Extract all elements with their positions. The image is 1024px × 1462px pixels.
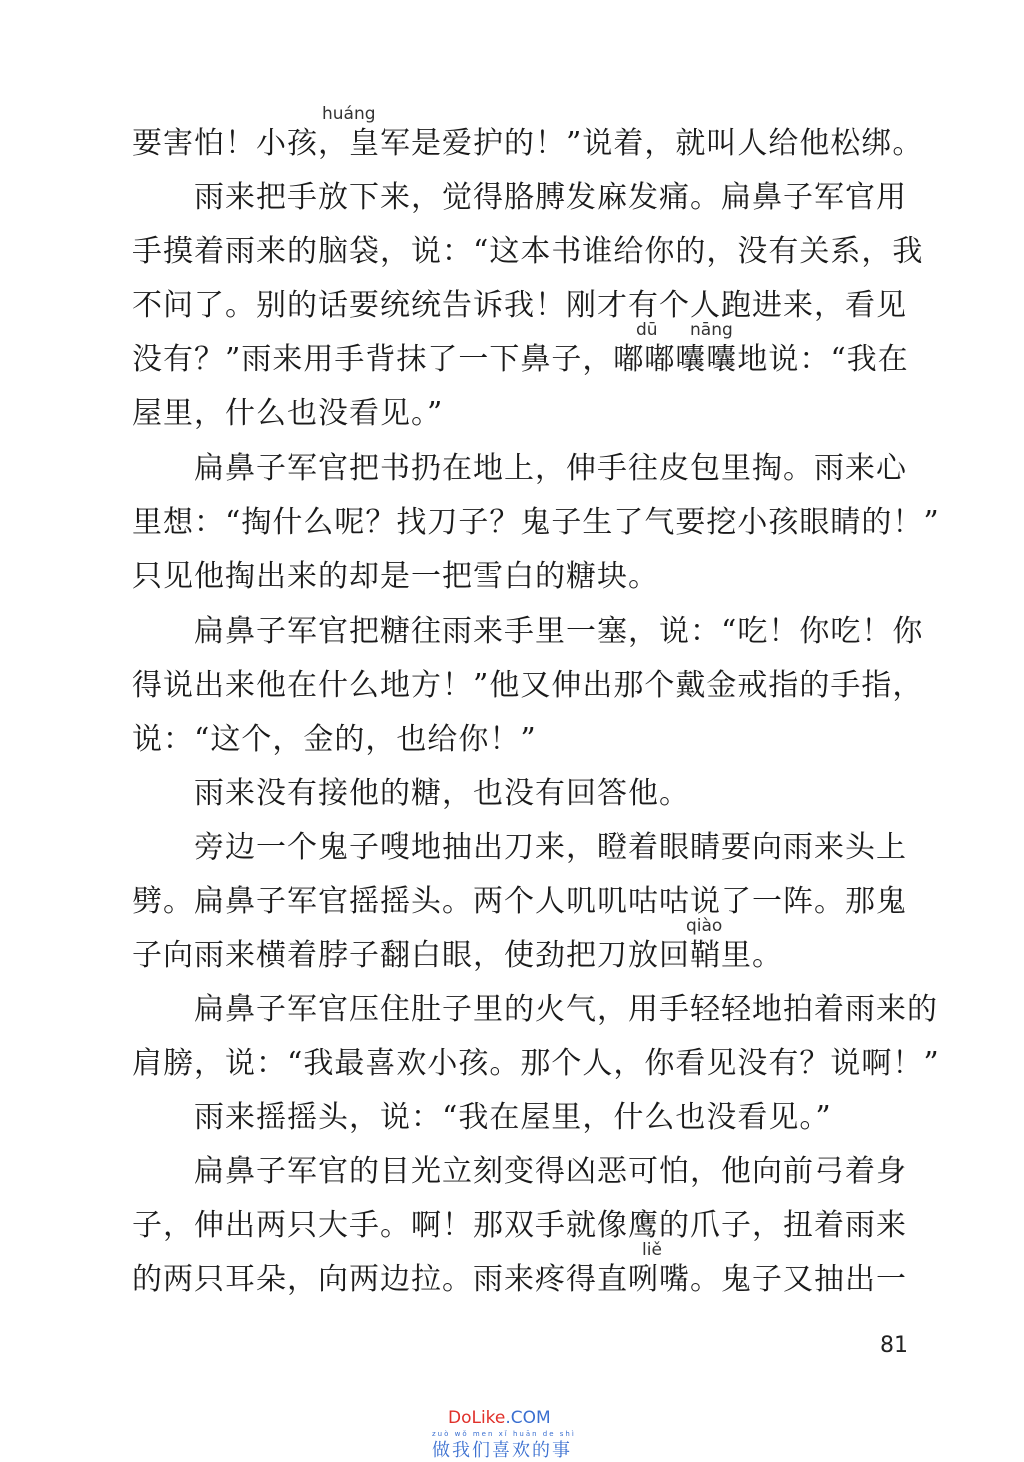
text-line-2: 雨来把手放下来，觉得胳膊发麻发痛。扁鼻子军官用 <box>194 180 907 215</box>
text-line-12: 说：“这个，金的，也给你！” <box>132 722 537 757</box>
pinyin-du: dū <box>636 320 658 340</box>
pinyin-huang: huáng <box>322 104 376 124</box>
text-line-16: 子向雨来横着脖子翻白眼，使劲把刀放回鞘里。 <box>132 938 783 973</box>
text-line-20: 扁鼻子军官的目光立刻变得凶恶可怕，他向前弓着身 <box>194 1154 907 1189</box>
watermark-site-suffix: .COM <box>505 1408 551 1428</box>
text-line-5: 没有？”雨来用手背抹了一下鼻子，嘟嘟囔囔地说：“我在 <box>132 342 909 377</box>
text-line-13: 雨来没有接他的糖，也没有回答他。 <box>194 776 690 811</box>
pinyin-lie: liě <box>642 1240 662 1260</box>
text-line-8: 里想：“掏什么呢？找刀子？鬼子生了气要挖小孩眼睛的！” <box>132 505 940 540</box>
watermark-site <box>448 1408 551 1428</box>
text-line-17: 扁鼻子军官压住肚子里的火气，用手轻轻地拍着雨来的 <box>194 992 938 1027</box>
text-line-1: 要害怕！小孩，皇军是爱护的！”说着，就叫人给他松绑。 <box>132 126 924 161</box>
text-line-15: 劈。扁鼻子军官摇摇头。两个人叽叽咕咕说了一阵。那鬼 <box>132 884 907 919</box>
text-line-6: 屋里，什么也没看见。” <box>132 396 444 431</box>
text-line-19: 雨来摇摇头，说：“我在屋里，什么也没看见。” <box>194 1100 832 1135</box>
text-line-18: 肩膀，说：“我最喜欢小孩。那个人，你看见没有？说啊！” <box>132 1046 940 1081</box>
text-line-11: 得说出来他在什么地方！”他又伸出那个戴金戒指的手指， <box>132 668 924 703</box>
watermark-slogan: 做我们喜欢的事 <box>432 1440 572 1461</box>
text-line-7: 扁鼻子军官把书扔在地上，伸手往皮包里掏。雨来心 <box>194 451 907 486</box>
text-line-4: 不问了。别的话要统统告诉我！刚才有个人跑进来，看见 <box>132 288 907 323</box>
watermark-slogan-pinyin: zuò wǒ men xǐ huān de shì <box>432 1430 576 1438</box>
text-line-14: 旁边一个鬼子嗖地抽出刀来，瞪着眼睛要向雨来头上 <box>194 830 907 865</box>
page-number: 81 <box>880 1333 908 1358</box>
text-line-22: 的两只耳朵，向两边拉。雨来疼得直咧嘴。鬼子又抽出一 <box>132 1262 907 1297</box>
watermark-site-prefix: DoLike <box>448 1408 506 1428</box>
text-line-9: 只见他掏出来的却是一把雪白的糖块。 <box>132 559 659 594</box>
pinyin-nang: nāng <box>690 320 733 340</box>
pinyin-qiao: qiào <box>686 916 723 936</box>
text-line-3: 手摸着雨来的脑袋，说：“这本书谁给你的，没有关系，我 <box>132 234 924 269</box>
text-line-10: 扁鼻子军官把糖往雨来手里一塞，说：“吃！你吃！你 <box>194 614 924 649</box>
text-line-21: 子，伸出两只大手。啊！那双手就像鹰的爪子，扭着雨来 <box>132 1208 907 1243</box>
